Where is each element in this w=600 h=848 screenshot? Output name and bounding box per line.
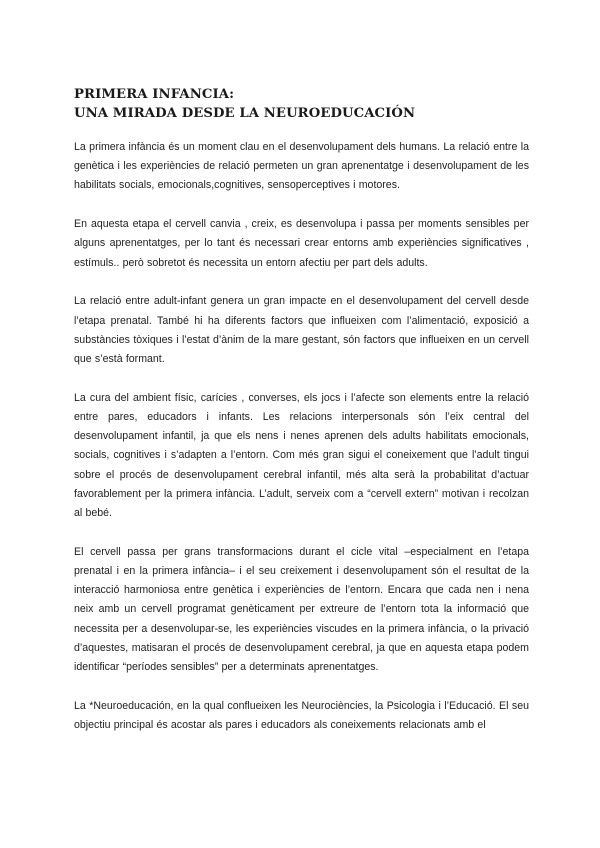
title-line-1: PRIMERA INFANCIA: xyxy=(74,86,235,102)
paragraph-4: La cura del ambient físic, carícies , converses, els jocs i l’afecte son elements entre la relació entre pares, educadors i infants. Les relacions interpersonals són l’eix central del desenvolupament infantil, ja que els nens i nenes aprenen dels adults habilitats emocionals, socials, cognitives i s’adapten a l’entorn. Com més gran sigui el coneixement que l’adult tingui sobre el procés de desenvolupament cerebral infantil, més alta serà la probabilitat d’actuar favorablement per la primera infància. L’adult, serveix com a “cervell extern” motivan i recolzan al bebé. xyxy=(74,391,529,520)
document-title xyxy=(74,85,534,123)
title-line-2: UNA MIRADA DESDE LA NEUROEDUCACIÓN xyxy=(74,105,416,121)
paragraph-5: El cervell passa per grans transformacions durant el cicle vital –especialment en l’etapa prenatal i en la primera infància– i el seu creixement i desenvolupament són el resultat de la interacció harmoniosa entre genètica i experiències de l’entorn. Encara que cada nen i nena neix amb un cervell programat genèticament per extreure de l’entorn tota la informació que necessita per a desenvolupar-se, les experiències viscudes en la primera infància, o la privació d’aquestes, matisaran el procés de desenvolupament cerebral, ja que en aquesta etapa podem identificar “períodes sensibles” per a determinats aprenentatges. xyxy=(74,545,529,674)
paragraph-6: La *Neuroeducación, en la qual conflueixen les Neurociències, la Psicologia i l’Educació. El seu objectiu principal és acostar als pares i educadors als coneixements relacionats amb el xyxy=(74,699,529,732)
paragraph-3: La relació entre adult-infant genera un gran impacte en el desenvolupament del cervell desde l’etapa prenatal. També hi ha diferents factors que influeixen com l’alimentació, exposició a substàncies tòxiques i l’estat d’ànim de la mare gestant, són factors que influeixen en un cervell que s’està formant. xyxy=(74,295,529,366)
paragraph-1: La primera infància és un moment clau en el desenvolupament dels humans. La relació entre la genètica i les experiències de relació permeten un gran aprenentatge i desenvolupament de les habilitats socials, emocionals,cognitives, sensoperceptives i motores. xyxy=(74,141,529,192)
paragraph-2: En aquesta etapa el cervell canvia , creix, es desenvolupa i passa per moments sensibles per alguns aprenentatges, per lo tant és necessari crear entorns amb experiències significatives , estímuls.. però sobretot és necessita un entorn afectiu per part dels adults. xyxy=(74,218,529,269)
document-body xyxy=(74,138,529,755)
